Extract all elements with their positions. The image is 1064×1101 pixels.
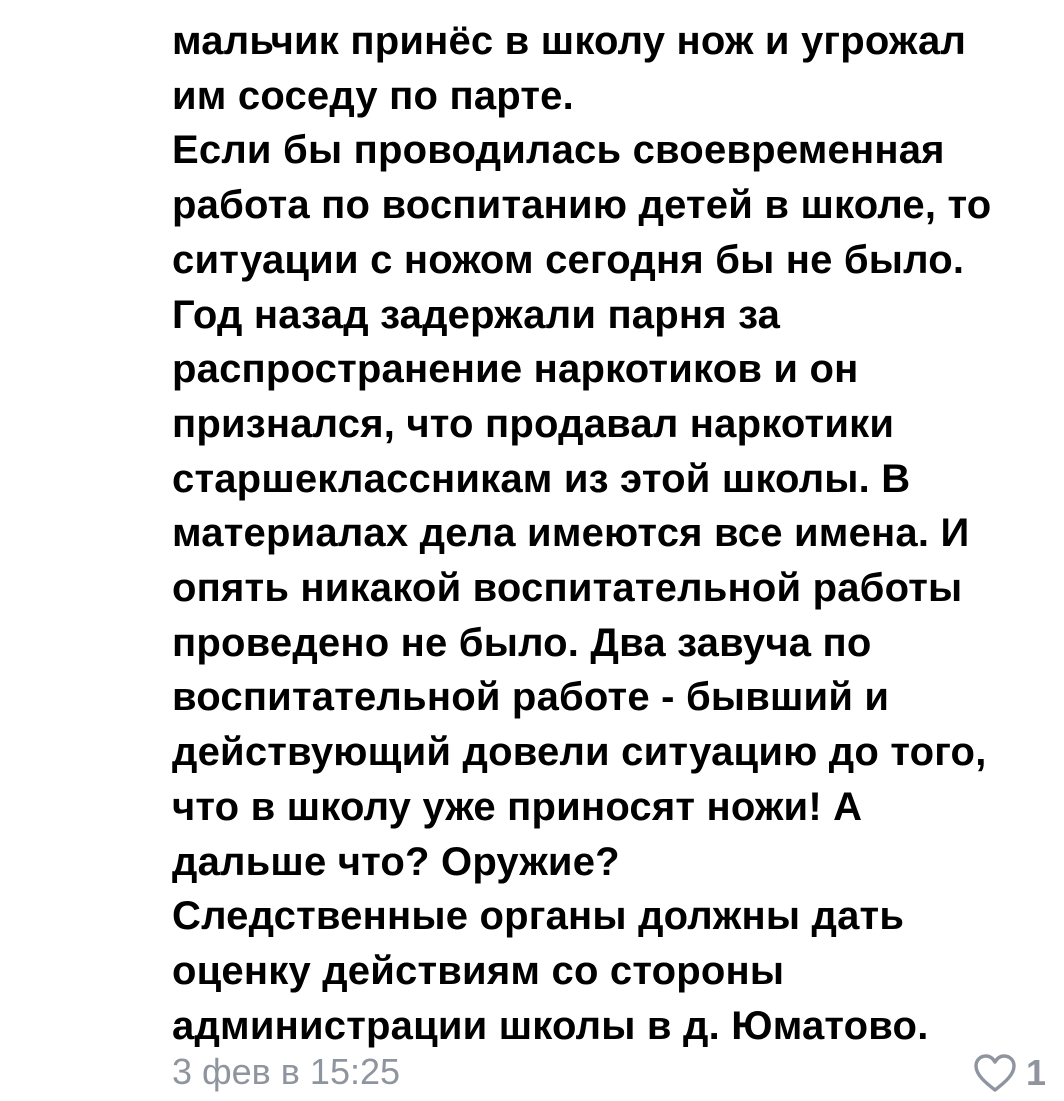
comment-line: материалах дела имеются все имена. И	[172, 511, 970, 556]
comment-line: администрации школы в д. Юматово.	[172, 1003, 929, 1048]
comment-line: Следственные органы должны дать	[172, 894, 905, 939]
comment-line: что в школу уже приносят ножи! А	[172, 784, 863, 829]
comment-text	[172, 14, 1052, 1053]
comment-line: воспитательной работе - бывший и	[172, 675, 890, 720]
comment	[172, 14, 1052, 1053]
comment-line: признался, что продавал наркотики	[172, 401, 895, 446]
comment-line: дальше что? Оружие?	[172, 839, 620, 884]
comment-line: им соседу по парте.	[172, 73, 574, 118]
heart-outline-icon	[972, 1052, 1018, 1094]
comment-line: оценку действиям со стороны	[172, 948, 785, 993]
comment-timestamp[interactable]: 3 фев в 15:25	[172, 1051, 401, 1092]
comment-line: ситуации с ножом сегодня бы не было.	[172, 237, 965, 282]
comment-line: старшеклассникам из этой школы. В	[172, 456, 911, 501]
comment-line: Если бы проводилась своевременная	[172, 128, 945, 173]
comment-line: работа по воспитанию детей в школе, то	[172, 183, 992, 228]
comment-line: распространение наркотиков и он	[172, 347, 859, 392]
like-count: 1	[1026, 1052, 1047, 1093]
comment-line: мальчик принёс в школу нож и угрожал	[172, 19, 967, 63]
comment-line: опять никакой воспитательной работы	[172, 566, 963, 611]
comment-line: действующий довели ситуацию до того,	[172, 730, 987, 775]
comment-line: Год назад задержали парня за	[172, 292, 781, 337]
comment-line: проведено не было. Два завуча по	[172, 620, 872, 665]
